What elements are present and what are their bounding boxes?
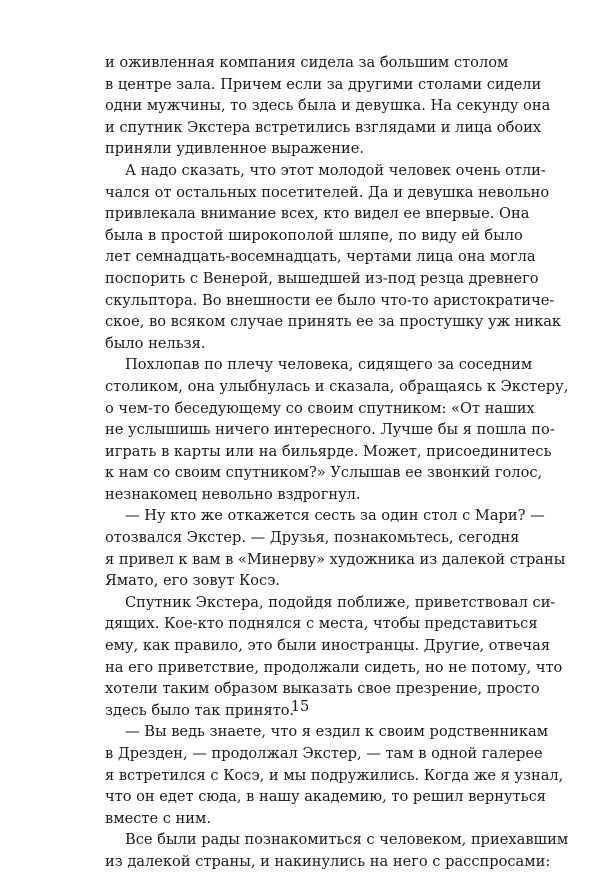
page-number: 15	[290, 698, 310, 715]
text-line: отозвался Экстер. — Друзья, познакомьтесь, сегодня	[105, 529, 520, 547]
text-line: лет семнадцать-восемнадцать, чертами лица она могла	[105, 248, 536, 266]
text-line: вместе с ним.	[105, 809, 211, 827]
text-line: к нам со своим спутником?» Услышав ее звонкий голос,	[105, 464, 543, 482]
text-line: незнакомец невольно вздрогнул.	[105, 485, 361, 503]
paragraph-first-line: — Ну кто же откажется сесть за один стол с Мари? —	[125, 507, 545, 525]
text-line: играть в карты или на бильярде. Может, присоединитесь	[105, 442, 552, 460]
text-line: скульптора. Во внешности ее было что-то аристократиче-	[105, 291, 555, 309]
text-line: из далекой страны, и накинулись на него с расспросами:	[105, 852, 551, 870]
text-line: Ямато, его зовут Косэ.	[105, 572, 281, 590]
text-line: в Дрезден, — продолжал Экстер, — там в одной галерее	[105, 745, 543, 762]
text-line: поспорить с Венерой, вышедшей из-под резца древнего	[105, 269, 539, 287]
text-line: дящих. Кое-кто поднялся с места, чтобы представиться	[105, 615, 538, 633]
text-line: ему, как правило, это были иностранцы. Другие, отвечая	[105, 637, 551, 655]
text-line: на его приветствие, продолжали сидеть, но не потому, что	[105, 658, 563, 676]
text-line: ское, во всяком случае принять ее за простушку уж никак	[105, 313, 562, 331]
text-line: что он едет сюда, в нашу академию, то решил вернуться	[105, 788, 546, 806]
text-line: чался от остальных посетителей. Да и девушка невольно	[105, 183, 550, 201]
text-line: в центре зала. Причем если за другими столами сидели	[105, 75, 542, 93]
text-line: я встретился с Косэ, и мы подружились. Когда же я узнал,	[105, 766, 564, 784]
text-line: о чем-то беседующему со своим спутником: «От наших	[105, 399, 535, 417]
text-line: и спутник Экстера встретились взглядами и лица обоих	[105, 118, 542, 136]
book-page-body	[105, 52, 569, 873]
text-line: я привел к вам в «Минерву» художника из далекой страны	[105, 550, 566, 568]
text-line: здесь было так принято.	[105, 701, 295, 719]
text-line: хотели таким образом выказать свое презрение, просто	[105, 680, 540, 698]
paragraph-first-line: А надо сказать, что этот молодой человек очень отли-	[125, 161, 546, 179]
text-line: одни мужчины, то здесь была и девушка. На секунду она	[105, 97, 551, 115]
paragraph-first-line: Похлопав по плечу человека, сидящего за соседним	[125, 356, 533, 374]
text-line: и оживленная компания сидела за большим столом	[105, 54, 509, 71]
paragraph-first-line: Спутник Экстера, подойдя поближе, приветствовал си-	[125, 593, 556, 611]
text-line: не услышишь ничего интересного. Лучше бы я пошла по-	[105, 421, 555, 439]
text-line: приняли удивленное выражение.	[105, 140, 364, 158]
text-line: привлекала внимание всех, кто видел ее впервые. Она	[105, 205, 530, 223]
text-line: было нельзя.	[105, 334, 206, 352]
paragraph-first-line: Все были рады познакомиться с человеком, приехавшим	[125, 831, 569, 849]
text-line: столиком, она улыбнулась и сказала, обращаясь к Экстеру,	[105, 377, 569, 395]
paragraph-first-line: — Вы ведь знаете, что я ездил к своим родственникам	[125, 723, 549, 741]
text-line: была в простой широкополой шляпе, по виду ей было	[105, 226, 523, 244]
